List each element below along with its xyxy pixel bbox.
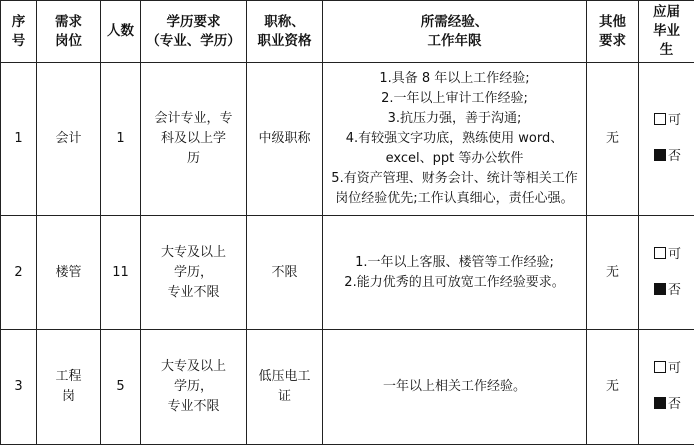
checkbox-yes[interactable] [654,113,666,125]
header-seq: 序 号 [1,1,37,63]
cell-education: 大专及以上 学历， 专业不限 [141,330,247,445]
graduate-option-yes[interactable] [642,237,691,273]
requirement-item: 2.一年以上审计工作经验; [381,91,528,107]
checkbox-yes[interactable] [654,247,666,259]
cell-seq: 1 [1,63,37,216]
header-experience: 所需经验、 工作年限 [323,1,587,63]
cell-position: 工程 岗 [37,330,101,445]
cell-education: 会计专业，专 科及以上学 历 [141,63,247,216]
cell-seq: 3 [1,330,37,445]
checkbox-no[interactable] [654,283,666,295]
cell-seq: 2 [1,215,37,330]
cell-graduate [639,215,694,330]
cell-position: 会计 [37,63,101,216]
cell-count: 1 [101,63,141,216]
graduate-option-no[interactable] [642,387,691,423]
graduate-option-yes[interactable] [642,103,691,139]
checkbox-no[interactable] [654,397,666,409]
cell-education: 大专及以上 学历， 专业不限 [141,215,247,330]
cell-other: 无 [587,63,639,216]
requirement-item: 4.有较强文字功底，熟练使用 word、excel、ppt 等办公软件 [345,131,564,167]
requirement-item: 一年以上相关工作经验。 [382,379,526,395]
cell-title: 低压电工 证 [247,330,323,445]
header-graduate: 应届 毕业 生 [639,1,694,63]
cell-graduate [639,63,694,216]
option-yes-label: 可 [668,113,682,129]
cell-title: 不限 [247,215,323,330]
option-no-label: 否 [668,149,682,165]
checkbox-no[interactable] [654,149,666,161]
cell-other: 无 [587,330,639,445]
cell-requirements [323,63,587,216]
cell-graduate [639,330,694,445]
graduate-option-no[interactable] [642,273,691,309]
cell-position: 楼管 [37,215,101,330]
option-yes-label: 可 [668,361,682,377]
table-row [1,215,694,330]
header-position: 需求 岗位 [37,1,101,63]
requirement-item: 2.能力优秀的且可放宽工作经验要求。 [344,274,565,290]
cell-requirements [323,330,587,445]
header-count: 人数 [101,1,141,63]
graduate-option-no[interactable] [642,139,691,175]
cell-count: 11 [101,215,141,330]
table-row [1,63,694,216]
table-row [1,330,694,445]
option-yes-label: 可 [668,246,682,262]
header-row [1,1,694,63]
header-other: 其他 要求 [587,1,639,63]
option-no-label: 否 [668,397,682,413]
graduate-option-yes[interactable] [642,351,691,387]
requirement-item: 1.具备 8 年以上工作经验; [379,71,530,87]
requirement-item: 5.有资产管理、财务会计、统计等相关工作岗位经验优先;工作认真细心，责任心强。 [331,171,578,207]
requirement-item: 1.一年以上客服、楼管等工作经验; [355,254,554,270]
requirement-item: 3.抗压力强，善于沟通; [387,111,522,127]
cell-title: 中级职称 [247,63,323,216]
header-title: 职称、 职业资格 [247,1,323,63]
cell-other: 无 [587,215,639,330]
header-education: 学历要求 （专业、学历） [141,1,247,63]
cell-requirements [323,215,587,330]
cell-count: 5 [101,330,141,445]
checkbox-yes[interactable] [654,361,666,373]
option-no-label: 否 [668,282,682,298]
